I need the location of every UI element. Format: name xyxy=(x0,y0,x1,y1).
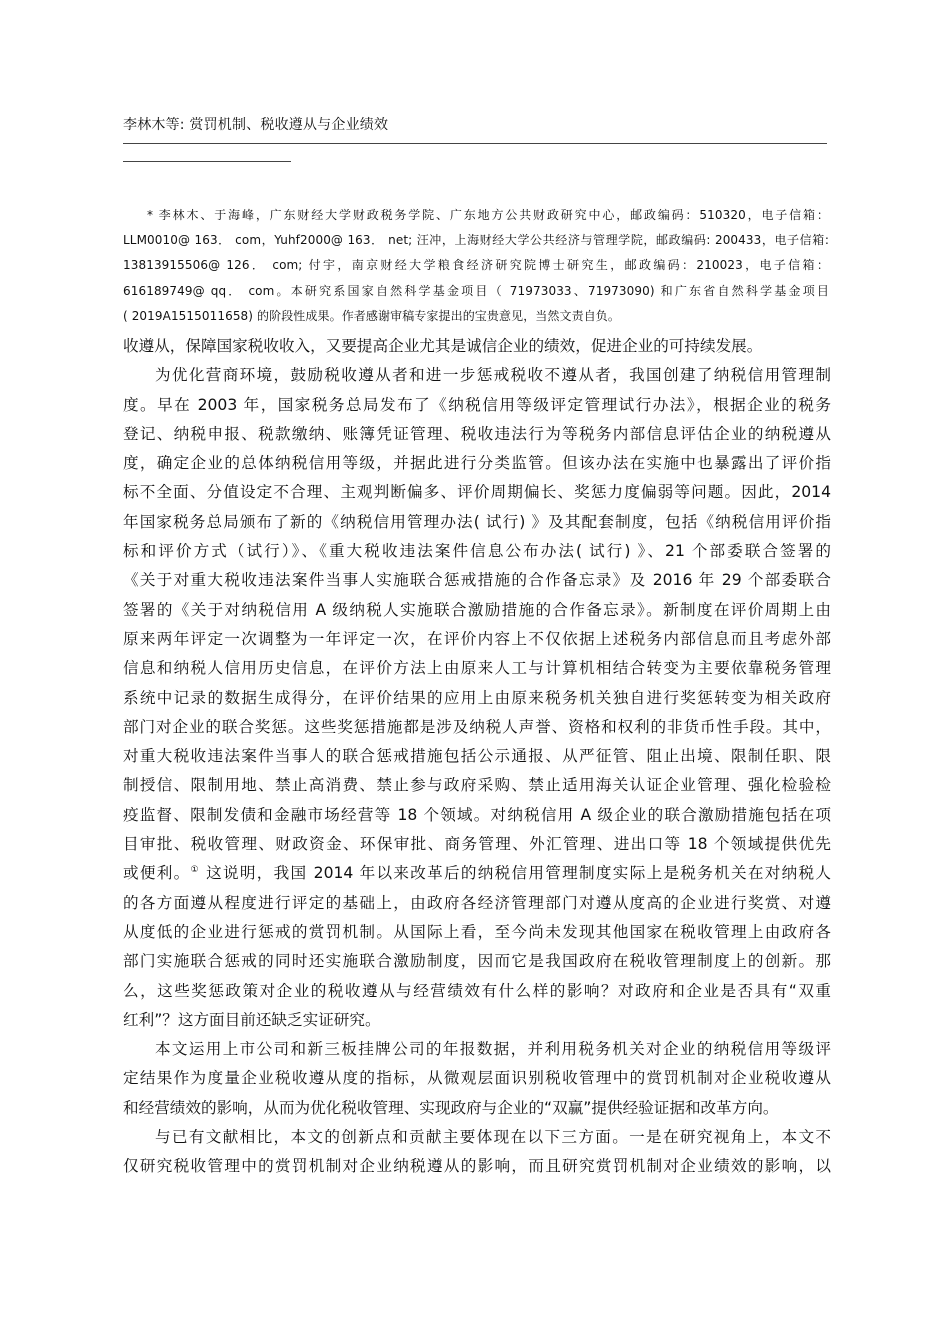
paragraph-line: 红利”？这方面目前还缺乏实证研究。 xyxy=(123,1010,381,1029)
paragraph-line: 收遵从，保障国家税收收入，又要提高企业尤其是诚信企业的绩效，促进企业的可持续发展。 xyxy=(123,337,763,355)
paragraph-line: 原来两年评定一次调整为一年评定一次，在评价内容上不仅依据上述税务内部信息而且考虑外部 xyxy=(123,629,831,648)
footnote-marker: ① xyxy=(190,865,200,876)
paragraph-line: 制授信、限制用地、禁止高消费、禁止参与政府采购、禁止适用海关认证企业管理、强化检验检 xyxy=(123,776,831,795)
paragraph-line: 定结果作为度量企业税收遵从度的指标，从微观层面识别税收管理中的赏罚机制对企业税收遵从 xyxy=(123,1069,831,1088)
author-footnote xyxy=(123,203,829,329)
paragraph-line: 和经营绩效的影响，从而为优化税收管理、实现政府与企业的“双赢”提供经验证据和改革方向。 xyxy=(123,1098,779,1117)
header-rule xyxy=(123,143,827,144)
running-header: 李林木等: 赏罚机制、税收遵从与企业绩效 xyxy=(123,117,389,133)
paragraph-line: 目审批、税收管理、财政资金、环保审批、商务管理、外汇管理、进出口等 18 个领域提供优先 xyxy=(123,835,831,854)
paragraph-line: 《关于对重大税收违法案件当事人实施联合惩戒措施的合作备忘录》及 2016 年 29 个部委联合 xyxy=(123,571,831,590)
footnote-line: ( 2019A1515011658) 的阶段性成果。作者感谢审稿专家提出的宝贵意见，当然文责自负。 xyxy=(123,308,620,323)
paragraph-line: 疫监督、限制发债和金融市场经营等 18 个领域。对纳税信用 A 级企业的联合激励措施包括在项 xyxy=(123,805,831,824)
line-text: 或便利。 xyxy=(123,864,191,883)
paragraph-line: 度。早在 2003 年，国家税务总局发布了《纳税信用等级评定管理试行办法》，根据企业的税务 xyxy=(123,395,831,414)
paragraph-line: 年国家税务总局颁布了新的《纳税信用管理办法( 试行) 》及其配套制度，包括《纳税信用评价指 xyxy=(123,512,831,531)
footnote-rule xyxy=(123,161,291,162)
footnote-line: 13813915506@ 126． com; 付宇，南京财经大学粮食经济研究院博士研究生，邮政编码：210023，电子信箱： xyxy=(123,258,829,273)
paragraph-line: 标不全面、分值设定不合理、主观判断偏多、评价周期偏长、奖惩力度偏弱等问题。因此，2014 xyxy=(123,483,831,502)
paragraph-line: 本文运用上市公司和新三板挂牌公司的年报数据，并利用税务机关对企业的纳税信用等级评 xyxy=(155,1040,831,1059)
paragraph-line: 信息和纳税人信用历史信息，在评价方法上由原来人工与计算机相结合转变为主要依靠税务管理 xyxy=(123,659,831,678)
paragraph-line: 从度低的企业进行惩戒的赏罚机制。从国际上看，至今尚未发现其他国家在税收管理上由政府各 xyxy=(123,922,831,941)
paragraph-line: 对重大税收违法案件当事人的联合惩戒措施包括公示通报、从严征管、阻止出境、限制任职、限 xyxy=(123,747,831,766)
paragraph-line: 签署的《关于对纳税信用 A 级纳税人实施联合激励措施的合作备忘录》。新制度在评价周期上由 xyxy=(123,600,831,619)
body-text xyxy=(123,332,831,1182)
paragraph-line: 仅研究税收管理中的赏罚机制对企业纳税遵从的影响，而且研究赏罚机制对企业绩效的影响，以 xyxy=(123,1157,831,1176)
paragraph-line: 么，这些奖惩政策对企业的税收遵从与经营绩效有什么样的影响？对政府和企业是否具有“双重 xyxy=(123,981,831,1000)
paragraph-line: 标和评价方式（试行）》、《重大税收违法案件信息公布办法( 试行) 》、21 个部委联合签署的 xyxy=(123,542,831,561)
paragraph-line: 为优化营商环境，鼓励税收遵从者和进一步惩戒税收不遵从者，我国创建了纳税信用管理制 xyxy=(155,366,831,385)
paragraph-line: 部门对企业的联合奖惩。这些奖惩措施都是涉及纳税人声誉、资格和权利的非货币性手段。其中， xyxy=(123,717,831,736)
paragraph-line: 部门实施联合惩戒的同时还实施联合激励制度，因而它是我国政府在税收管理制度上的创新。那 xyxy=(123,952,831,971)
line-text: 这说明，我国 2014 年以来改革后的纳税信用管理制度实际上是税务机关在对纳税人 xyxy=(199,864,831,883)
paragraph-line: 登记、纳税申报、税款缴纳、账簿凭证管理、税收违法行为等税务内部信息评估企业的纳税遵从 xyxy=(123,424,831,443)
footnote-line: 616189749@ qq． com。本研究系国家自然科学基金项目（ 71973033、71973090) 和广东省自然科学基金项目 xyxy=(123,283,829,298)
paragraph-line: 度，确定企业的总体纳税信用等级，并据此进行分类监管。但该办法在实施中也暴露出了评价指 xyxy=(123,454,831,473)
paragraph-line: 与已有文献相比，本文的创新点和贡献主要体现在以下三方面。一是在研究视角上，本文不 xyxy=(155,1128,831,1147)
footnote-line: * 李林木、于海峰，广东财经大学财政税务学院、广东地方公共财政研究中心，邮政编码：510320，电子信箱： xyxy=(147,208,829,222)
paragraph-line: 的各方面遵从程度进行评定的基础上，由政府各经济管理部门对遵从度高的企业进行奖赏、对遵 xyxy=(123,893,831,912)
paragraph-line: 系统中记录的数据生成得分，在评价结果的应用上由原来税务机关独自进行奖惩转变为相关政府 xyxy=(123,688,831,707)
paragraph-line xyxy=(123,859,831,888)
footnote-line: LLM0010@ 163． com，Yuhf2000@ 163． net; 汪冲，上海财经大学公共经济与管理学院，邮政编码: 200433，电子信箱: xyxy=(123,233,829,248)
